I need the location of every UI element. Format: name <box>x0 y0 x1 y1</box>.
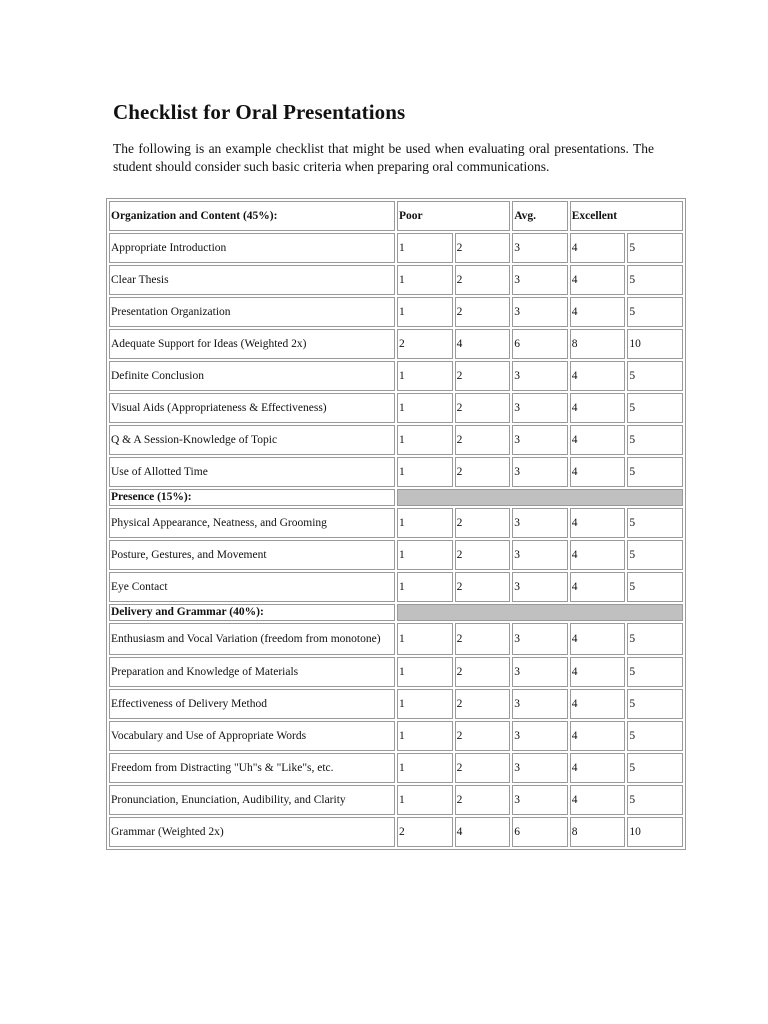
score-cell: 2 <box>455 233 511 263</box>
score-cell: 4 <box>570 572 626 602</box>
criteria-row <box>109 753 683 783</box>
score-cell: 3 <box>512 425 568 455</box>
score-cell: 3 <box>512 721 568 751</box>
score-cell: 3 <box>512 233 568 263</box>
criteria-label: Clear Thesis <box>109 265 395 295</box>
score-cell: 3 <box>512 393 568 423</box>
criteria-row <box>109 508 683 538</box>
criteria-label: Grammar (Weighted 2x) <box>109 817 395 847</box>
score-cell: 1 <box>397 393 453 423</box>
criteria-row <box>109 623 683 655</box>
criteria-row <box>109 297 683 327</box>
evaluation-checklist-table <box>106 198 686 850</box>
score-cell: 8 <box>570 817 626 847</box>
score-cell: 5 <box>627 623 683 655</box>
score-cell: 2 <box>455 785 511 815</box>
score-cell: 1 <box>397 265 453 295</box>
score-cell: 2 <box>455 361 511 391</box>
criteria-row <box>109 425 683 455</box>
score-cell: 4 <box>570 297 626 327</box>
score-cell: 4 <box>570 623 626 655</box>
score-cell: 2 <box>397 329 453 359</box>
score-cell: 2 <box>455 265 511 295</box>
shaded-separator <box>397 489 683 506</box>
score-cell: 1 <box>397 540 453 570</box>
criteria-label: Posture, Gestures, and Movement <box>109 540 395 570</box>
score-cell: 2 <box>455 540 511 570</box>
delivery-section <box>109 623 683 847</box>
document-title: Checklist for Oral Presentations <box>113 100 406 124</box>
score-cell: 3 <box>512 572 568 602</box>
criteria-label: Enthusiasm and Vocal Variation (freedom from monotone) <box>109 623 395 655</box>
column-heading-excellent: Excellent <box>570 201 683 231</box>
score-cell: 5 <box>627 361 683 391</box>
score-cell: 5 <box>627 457 683 487</box>
score-cell: 1 <box>397 457 453 487</box>
score-cell: 4 <box>570 657 626 687</box>
score-cell: 5 <box>627 785 683 815</box>
score-cell: 4 <box>570 233 626 263</box>
score-cell: 10 <box>627 817 683 847</box>
header-row <box>109 201 683 231</box>
score-cell: 1 <box>397 689 453 719</box>
criteria-label: Use of Allotted Time <box>109 457 395 487</box>
criteria-label: Vocabulary and Use of Appropriate Words <box>109 721 395 751</box>
criteria-row <box>109 329 683 359</box>
score-cell: 3 <box>512 540 568 570</box>
score-cell: 3 <box>512 457 568 487</box>
score-cell: 6 <box>512 817 568 847</box>
score-cell: 5 <box>627 540 683 570</box>
criteria-label: Effectiveness of Delivery Method <box>109 689 395 719</box>
score-cell: 5 <box>627 572 683 602</box>
score-cell: 3 <box>512 297 568 327</box>
score-cell: 4 <box>570 785 626 815</box>
criteria-label: Pronunciation, Enunciation, Audibility, and Clarity <box>109 785 395 815</box>
score-cell: 1 <box>397 753 453 783</box>
score-cell: 1 <box>397 721 453 751</box>
score-cell: 5 <box>627 689 683 719</box>
column-heading-avg: Avg. <box>512 201 568 231</box>
criteria-row <box>109 817 683 847</box>
column-heading-poor: Poor <box>397 201 510 231</box>
shaded-separator <box>397 604 683 621</box>
criteria-row <box>109 785 683 815</box>
score-cell: 5 <box>627 297 683 327</box>
score-cell: 2 <box>455 572 511 602</box>
presence-section <box>109 508 683 602</box>
score-cell: 5 <box>627 657 683 687</box>
score-cell: 4 <box>455 329 511 359</box>
score-cell: 5 <box>627 753 683 783</box>
score-cell: 1 <box>397 508 453 538</box>
score-cell: 1 <box>397 657 453 687</box>
score-cell: 3 <box>512 265 568 295</box>
score-cell: 5 <box>627 233 683 263</box>
score-cell: 4 <box>570 540 626 570</box>
score-cell: 4 <box>570 361 626 391</box>
criteria-label: Freedom from Distracting "Uh"s & "Like"s, etc. <box>109 753 395 783</box>
criteria-label: Appropriate Introduction <box>109 233 395 263</box>
criteria-label: Presentation Organization <box>109 297 395 327</box>
score-cell: 1 <box>397 361 453 391</box>
score-cell: 4 <box>570 393 626 423</box>
score-cell: 5 <box>627 425 683 455</box>
score-cell: 1 <box>397 233 453 263</box>
criteria-row <box>109 657 683 687</box>
score-cell: 1 <box>397 623 453 655</box>
score-cell: 4 <box>570 753 626 783</box>
section-heading-presence: Presence (15%): <box>109 489 395 506</box>
score-cell: 3 <box>512 361 568 391</box>
criteria-row <box>109 233 683 263</box>
score-cell: 2 <box>455 623 511 655</box>
score-cell: 2 <box>455 721 511 751</box>
score-cell: 4 <box>570 508 626 538</box>
score-cell: 4 <box>570 721 626 751</box>
score-cell: 5 <box>627 393 683 423</box>
score-cell: 2 <box>455 393 511 423</box>
score-cell: 4 <box>570 457 626 487</box>
score-cell: 2 <box>455 689 511 719</box>
score-cell: 2 <box>455 657 511 687</box>
score-cell: 4 <box>570 689 626 719</box>
score-cell: 2 <box>455 753 511 783</box>
score-cell: 3 <box>512 689 568 719</box>
section-heading-delivery: Delivery and Grammar (40%): <box>109 604 395 621</box>
criteria-label: Physical Appearance, Neatness, and Grooming <box>109 508 395 538</box>
criteria-row <box>109 540 683 570</box>
score-cell: 1 <box>397 785 453 815</box>
intro-paragraph: The following is an example checklist that might be used when evaluating oral presentations. The student should consider such basic criteria when preparing oral communications. <box>113 141 654 174</box>
score-cell: 5 <box>627 721 683 751</box>
section-row-delivery <box>109 604 683 621</box>
criteria-row <box>109 721 683 751</box>
criteria-row <box>109 393 683 423</box>
score-cell: 4 <box>570 425 626 455</box>
criteria-label: Eye Contact <box>109 572 395 602</box>
score-cell: 5 <box>627 265 683 295</box>
criteria-label: Definite Conclusion <box>109 361 395 391</box>
section-row-presence <box>109 489 683 506</box>
criteria-label: Preparation and Knowledge of Materials <box>109 657 395 687</box>
criteria-label: Q & A Session-Knowledge of Topic <box>109 425 395 455</box>
score-cell: 2 <box>455 297 511 327</box>
score-cell: 2 <box>455 457 511 487</box>
score-cell: 3 <box>512 753 568 783</box>
criteria-row <box>109 689 683 719</box>
score-cell: 3 <box>512 508 568 538</box>
score-cell: 1 <box>397 425 453 455</box>
criteria-label: Visual Aids (Appropriateness & Effectiveness) <box>109 393 395 423</box>
score-cell: 6 <box>512 329 568 359</box>
score-cell: 1 <box>397 572 453 602</box>
score-cell: 1 <box>397 297 453 327</box>
criteria-row <box>109 572 683 602</box>
score-cell: 2 <box>455 425 511 455</box>
criteria-row <box>109 361 683 391</box>
criteria-label: Adequate Support for Ideas (Weighted 2x) <box>109 329 395 359</box>
criteria-row <box>109 265 683 295</box>
score-cell: 3 <box>512 785 568 815</box>
score-cell: 2 <box>455 508 511 538</box>
score-cell: 4 <box>570 265 626 295</box>
score-cell: 3 <box>512 623 568 655</box>
organization-section <box>109 233 683 487</box>
criteria-row <box>109 457 683 487</box>
score-cell: 5 <box>627 508 683 538</box>
score-cell: 2 <box>397 817 453 847</box>
score-cell: 8 <box>570 329 626 359</box>
section-heading-organization: Organization and Content (45%): <box>109 201 395 231</box>
score-cell: 4 <box>455 817 511 847</box>
score-cell: 10 <box>627 329 683 359</box>
score-cell: 3 <box>512 657 568 687</box>
